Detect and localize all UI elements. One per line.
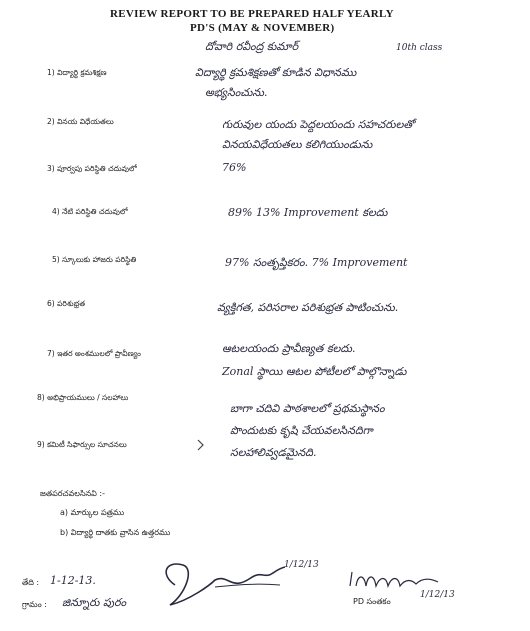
- student-name: దోవారి రవీంద్ర కుమార్: [205, 40, 299, 53]
- item-8-answer-line-1: బాగా చదివి పాఠశాలలో ప్రథమస్థానం: [230, 402, 385, 415]
- village-value: జిన్నూరు పురం: [62, 596, 127, 609]
- attachments-heading: జతపరచవలసినవి :-: [40, 489, 105, 498]
- item-number: 2): [47, 117, 55, 126]
- item-number: 8): [37, 393, 45, 402]
- item-5-answer: 97% సంతృప్తికరం. 7% Improvement: [225, 256, 408, 269]
- item-6-answer: వ్యక్తిగత, పరిసరాల పరిశుభ్రత పాటించును.: [217, 301, 399, 314]
- pd-label: PD సంతకం: [353, 597, 391, 606]
- item-1-answer-line-2: అభ్యసించును.: [205, 86, 268, 99]
- item-9-label: [37, 440, 127, 451]
- attachment-item: b) విద్యార్థి దాతకు వ్రాసిన ఉత్తరము: [60, 528, 171, 537]
- item-8-answer-line-3: సలహాలివ్వడమైనది.: [230, 446, 317, 459]
- report-subtitle: PD'S (MAY & NOVEMBER): [190, 22, 335, 34]
- item-7-answer-line-2: Zonal స్థాయి ఆటల పోటీలలో పాల్గొన్నాడు: [222, 365, 407, 378]
- item-1-answer-line-1: విద్యార్థి క్రమశిక్షణతో కూడిన విధానము: [195, 66, 357, 79]
- item-number: 6): [47, 299, 55, 308]
- item-4-answer: 89% 13% Improvement కలదు: [228, 206, 388, 219]
- stray-mark-icon: [196, 438, 206, 452]
- attachment-item: a) మార్కుల పత్రము: [60, 508, 125, 517]
- item-number: 1): [47, 68, 55, 77]
- item-8-answer-line-2: పొందుటకు కృషి చేయవలసినదిగా: [230, 424, 373, 437]
- date-value: 1-12-13.: [50, 574, 96, 587]
- item-label: నేటి పరిస్థితి చదువులో: [62, 207, 128, 216]
- item-label: పరిశుభ్రత: [57, 299, 86, 308]
- item-2-answer-line-2: వినయవిధేయతలు కలిగియుండును: [222, 138, 373, 151]
- item-label: విద్యార్థి క్రమశిక్షణ: [57, 68, 107, 77]
- pd-date: 1/12/13: [420, 590, 455, 600]
- item-8-label: [37, 393, 128, 404]
- item-number: 7): [47, 349, 55, 358]
- item-number: 4): [52, 207, 60, 216]
- item-label: స్కూలుకు హాజరు పరిస్థితి: [62, 255, 137, 264]
- item-label: వినయ విధేయతలు: [57, 117, 114, 126]
- item-3-answer: 76%: [222, 161, 247, 174]
- item-label: పూర్వపు పరిస్థితి చదువులో: [57, 164, 137, 173]
- item-2-answer-line-1: గురువుల యందు పెద్దలయందు సహచరులతో: [222, 118, 415, 131]
- report-title: REVIEW REPORT TO BE PREPARED HALF YEARLY: [110, 8, 394, 20]
- item-label: ఇతర అంశములలో ప్రావీణ్యం: [57, 349, 141, 358]
- item-label: అభిప్రాయములు / సలహాలు: [47, 393, 129, 402]
- item-2-label: [47, 117, 114, 128]
- item-7-answer-line-1: ఆటలయందు ప్రావీణ్యత కలదు.: [222, 342, 356, 355]
- item-1-label: [47, 68, 107, 79]
- date-label: తేది :: [22, 578, 40, 587]
- item-label: కమిటీ సిఫార్సుల సూచనలు: [47, 440, 127, 449]
- item-number: 3): [47, 164, 55, 173]
- item-7-label: [47, 349, 141, 360]
- signature-mark: [155, 555, 305, 615]
- item-number: 9): [37, 440, 45, 449]
- village-label: గ్రామం :: [22, 600, 47, 609]
- item-6-label: [47, 299, 85, 310]
- item-3-label: [47, 164, 137, 175]
- item-5-label: [52, 255, 136, 266]
- item-4-label: [52, 207, 128, 218]
- signature-date: 1/12/13: [284, 560, 319, 570]
- item-number: 5): [52, 255, 60, 264]
- student-class: 10th class: [396, 43, 443, 53]
